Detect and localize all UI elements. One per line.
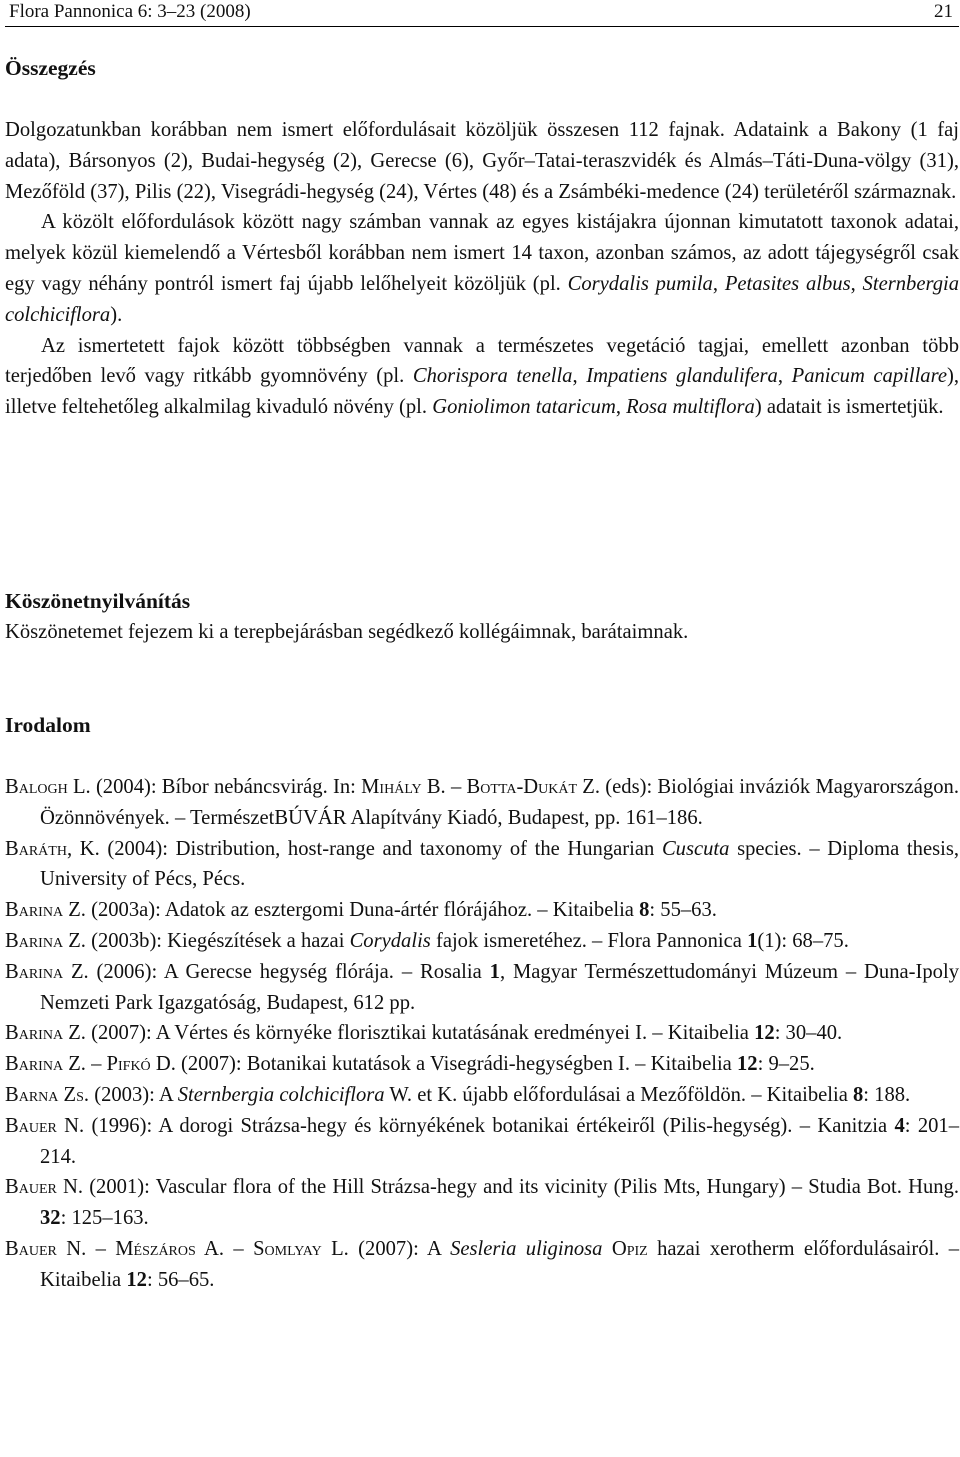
running-header [5,0,959,27]
author: Barina Z. [5,929,86,952]
volume: 12 [126,1268,147,1291]
volume: 4 [894,1114,905,1137]
species-name: Sternbergia colchiciflora [5,272,960,326]
author: Baráth, K. [5,837,100,860]
species-name: Panicum capillare [791,365,947,388]
volume: 12 [754,1022,775,1045]
reference-item: Barina Z. (2007): A Vértes és környéke florisztikai kutatásának eredményei I. – Kitaibelia 12: 30–40. [5,1022,843,1045]
volume: 1 [489,960,500,983]
species-name: Goniolimon tataricum [432,396,616,419]
references-heading: Irodalom [5,713,91,737]
species-name: Impatiens glandulifera [586,365,778,388]
author: Opiz [611,1237,648,1260]
reference-item: Balogh L. (2004): Bíbor nebáncsvirág. In: Mihály B. – Botta-Dukát Z. (eds): Biológiai inváziók Magyarországon. Özönnövények. – TermészetBÚVÁR Alapítvány Kiadó, Budapest, pp. 161–186. [5,776,959,829]
journal-citation: Flora Pannonica 6: 3–23 (2008) [9,1,251,22]
acknowledgements-text: Köszönetemet fejezem ki a terepbejárásban segédkező kollégáimnak, barátaimnak. [5,621,689,643]
volume: 32 [40,1207,61,1230]
reference-item: Barina Z. (2003b): Kiegészítések a hazai Corydalis fajok ismeretéhez. – Flora Pannonica 1(1): 68–75. [5,929,849,952]
reference-item: Barina Z. (2006): A Gerecse hegység flórája. – Rosalia 1, Magyar Természettudományi Múzeum – Duna-Ipoly Nemzeti Park Igazgatóság, Budapest, 612 pp. [5,960,959,1014]
reference-item: Bauer N. (2001): Vascular flora of the Hill Strázsa-hegy and its vicinity (Pilis Mts, Hungary) – Studia Bot. Hung. 32: 125–163. [5,1176,959,1230]
summary-paragraph-1: Dolgozatunkban korábban nem ismert előfordulásait közöljük összesen 112 fajnak. Adataink a Bakony (1 faj adata), Bársonyos (2), Budai-hegység (2), Gerecse (6), Győr–Tatai-teraszvidék és Almás–Táti-Duna-völgy (31), Mezőföld (37), Pilis (22), Visegrádi-hegység (24), Vértes (48) és a Zsámbéki-medence (24) területéről származnak. [5,119,959,203]
reference-list [5,772,959,1296]
volume: 8 [639,899,650,922]
page-number: 21 [934,1,953,22]
species-name: Rosa multiflora [626,396,755,419]
reference-item: Barina Z. (2003a): Adatok az esztergomi Duna-ártér flórájához. – Kitaibelia 8: 55–63. [5,899,717,922]
acknowledgements-heading: Köszönetnyilvánítás [5,589,191,613]
species-name: Petasites albus [724,272,851,295]
author: Barna Zs. [5,1083,90,1106]
author: Botta-Dukát Z. [466,776,601,798]
reference-item: Barina Z. – Pifkó D. (2007): Botanikai kutatások a Visegrádi-hegységben I. – Kitaibelia 12: 9–25. [5,1053,815,1076]
species-name: Chorispora tenella [412,365,573,388]
summary-heading: Összegzés [5,56,96,80]
author: Bauer N. [5,1237,87,1260]
reference-item: Bauer N. (1996): A dorogi Strázsa-hegy és környékének botanikai értékeiről (Pilis-hegység). – Kanitzia 4: 201–214. [5,1114,960,1168]
author: Bauer N. [5,1114,85,1137]
author: Somlyay L. [253,1237,349,1260]
species-name: Corydalis pumila [567,272,713,295]
volume: 12 [736,1053,758,1076]
volume: 8 [853,1083,864,1106]
author: Barina Z. [5,1053,86,1076]
reference-item: Baráth, K. (2004): Distribution, host-range and taxonomy of the Hungarian Cuscuta species. – Diploma thesis, University of Pécs, Pécs. [5,837,959,891]
author: Barina Z. [5,960,89,983]
author: Balogh L. [5,776,91,798]
author: Mihály B. [361,776,446,798]
reference-item: Bauer N. – Mészáros A. – Somlyay L. (2007): A Sesleria uliginosa Opiz hazai xerotherm előfordulásairól. – Kitaibelia 12: 56–65. [5,1237,960,1291]
author: Barina Z. [5,899,86,922]
author: Bauer N. [5,1176,84,1199]
author: Barina Z. [5,1022,86,1045]
summary-paragraph-2: A közölt előfordulások között nagy számban vannak az egyes kistájakra újonnan kimutatott taxonok adatai, melyek közül kiemelendő a Vértesből korábban nem ismert 14 taxon, azonban számos, az adott tájegységről csak egy vagy néhány pontról ismert faj újabb lelőhelyeit közöljük (pl. Corydalis pumila, Petasites albus, Sternbergia colchiciflora). [5,211,960,326]
reference-item: Barna Zs. (2003): A Sternbergia colchiciflora W. et K. újabb előfordulásai a Mezőföldön. – Kitaibelia 8: 188. [5,1083,911,1106]
volume: 1 [747,929,758,952]
summary-paragraph-3: Az ismertetett fajok között többségben vannak a természetes vegetáció tagjai, emellett azonban több terjedőben levő vagy ritkább gyomnövény (pl. Chorispora tenella, Impatiens glandulifera, Panicum capillare), illetve feltehetőleg alkalmilag kivaduló növény (pl. Goniolimon tataricum, Rosa multiflora) adatait is ismertetjük. [5,334,960,419]
author: Mészáros A. [115,1237,225,1260]
summary-body [5,115,959,423]
author: Pifkó D. [106,1053,176,1076]
